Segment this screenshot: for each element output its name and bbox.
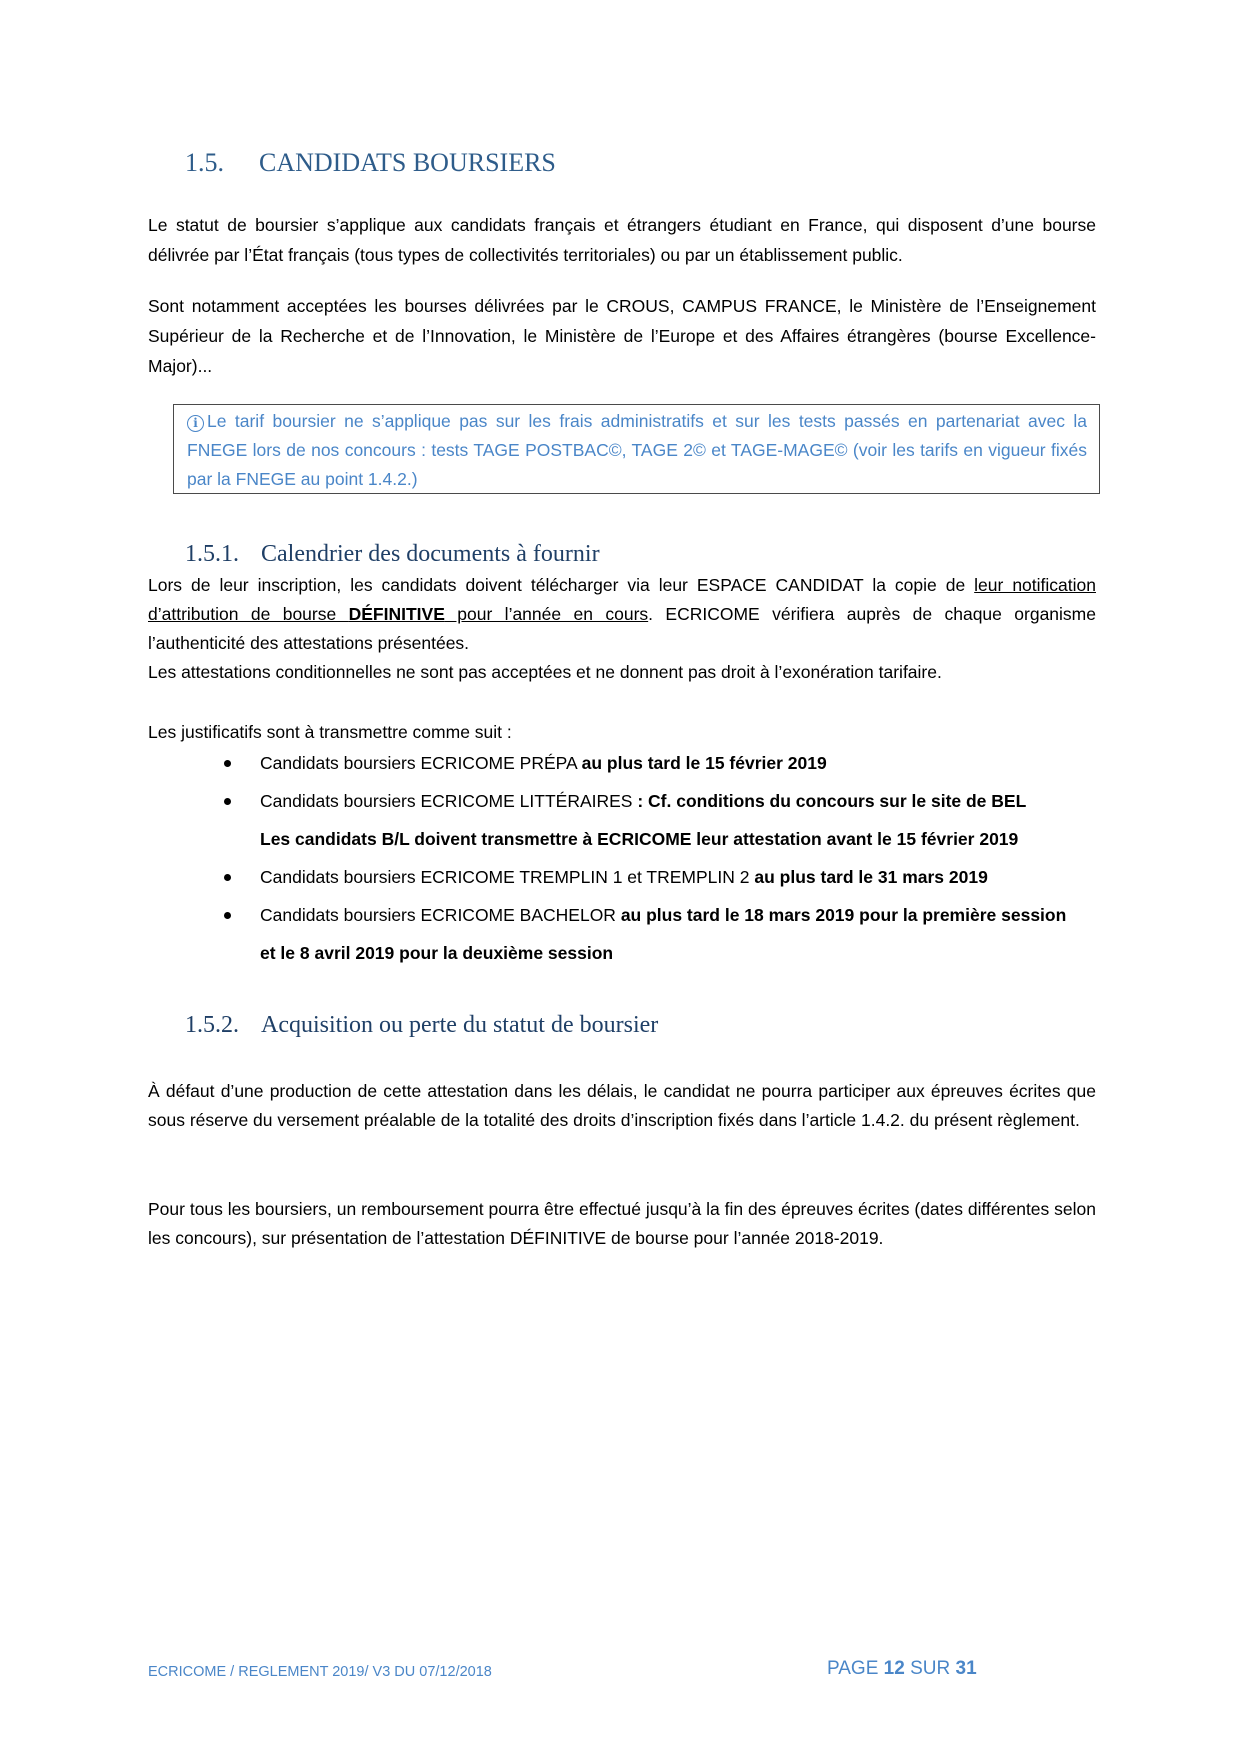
subsection-2-title: Acquisition ou perte du statut de boursier [261,1012,659,1038]
intro-paragraph-1 [148,210,1096,270]
footer-current-page: 12 [883,1658,905,1679]
info-note-box [173,404,1100,494]
footer-total-pages: 31 [955,1658,977,1679]
footer-of-label: SUR [904,1658,956,1679]
subsection-1-body [148,571,1096,687]
list-item [148,858,1098,896]
info-icon: i [187,415,204,432]
list-item [148,744,1098,782]
list-item-bold: : Cf. conditions du concours sur le site de BEL [637,791,1027,811]
list-item [148,896,1098,972]
sub1-paragraph-1 [148,571,1096,658]
list-item-text: Candidats boursiers ECRICOME TREMPLIN 1 et TREMPLIN 2 [260,867,755,887]
footer-page-label: PAGE [827,1658,884,1679]
subsection-1-title: Calendrier des documents à fournir [261,541,600,567]
sub1-p1-underlined-2: pour l’année en cours [444,604,649,624]
list-item-bold: au plus tard le 18 mars 2019 pour la première session [620,905,1067,925]
subsection-2-paragraph-2 [148,1195,1096,1253]
footer-document-ref: ECRICOME / REGLEMENT 2019/ V3 DU 07/12/2018 [148,1664,492,1680]
bullet-icon [224,798,231,805]
intro-paragraph-2 [148,291,1096,381]
intro-text-1: Le statut de boursier s’applique aux candidats français et étrangers étudiant en France, qui disposent d’une bourse délivrée par l’État français (tous types de collectivités territoriales) ou par un établissement public. [148,215,1096,265]
sub1-p1-underlined-1: leur notification d’attribution de bourse [148,575,1096,624]
sub2-text-1: À défaut d’une production de cette attestation dans les délais, le candidat ne pourra participer aux épreuves écrites que sous réserve du versement préalable de la totalité des droits d’inscription fixés dans l’article 1.4.2. du présent règlement. [148,1081,1096,1130]
sub1-p1-text-end: . ECRICOME vérifiera auprès de chaque organisme l’authenticité des attestations présentées. [148,604,1096,653]
list-item-subline: et le 8 avril 2019 pour la deuxième session [260,943,614,963]
section-number: 1.5. [185,148,224,177]
intro-text-2: Sont notamment acceptées les bourses délivrées par le CROUS, CAMPUS FRANCE, le Ministère de l’Enseignement Supérieur de la Recherche et de l’Innovation, le Ministère de l’Europe et des Affaires étrangères (bourse Excellence-Major)... [148,296,1096,376]
sub1-p1-bold: DÉFINITIVE [348,604,445,624]
list-item-bold: au plus tard le 31 mars 2019 [754,867,988,887]
subsection-1-number: 1.5.1. [185,541,239,567]
info-note [187,407,1087,494]
subsection-2-heading [185,1012,658,1039]
subsection-1-heading [185,541,600,568]
justificatifs-list [148,744,1098,972]
footer-page-number [827,1658,977,1680]
list-item-text: Candidats boursiers ECRICOME PRÉPA [260,753,582,773]
subsection-2-number: 1.5.2. [185,1012,239,1038]
bullet-icon [224,912,231,919]
bullet-icon [224,874,231,881]
section-title: CANDIDATS BOURSIERS [259,148,556,177]
section-heading [185,148,556,178]
list-item-bold: au plus tard le 15 février 2019 [581,753,827,773]
sub2-text-2: Pour tous les boursiers, un remboursement pourra être effectué jusqu’à la fin des épreuves écrites (dates différentes selon les concours), sur présentation de l’attestation DÉFINITIVE de bourse pour l’année 2018-2019. [148,1199,1096,1248]
sub1-p1-text: Lors de leur inscription, les candidats doivent télécharger via leur ESPACE CANDIDAT la copie de [148,575,975,595]
list-item-text: Candidats boursiers ECRICOME LITTÉRAIRES [260,791,638,811]
bullet-icon [224,760,231,767]
info-note-text: Le tarif boursier ne s’applique pas sur les frais administratifs et sur les tests passés en partenariat avec la FNEGE lors de nos concours : tests TAGE POSTBAC©, TAGE 2© et TAGE-MAGE© (voir les tarifs en vigueur fixés par la FNEGE au point 1.4.2.) [187,411,1087,489]
sub1-list-intro [148,717,1096,747]
list-item [148,782,1098,858]
subsection-2-paragraph-1 [148,1077,1096,1135]
list-item-text: Candidats boursiers ECRICOME BACHELOR [260,905,621,925]
sub1-paragraph-3: Les justificatifs sont à transmettre comme suit : [148,722,512,742]
list-item-subline: Les candidats B/L doivent transmettre à ECRICOME leur attestation avant le 15 février 2019 [260,829,1019,849]
sub1-paragraph-2: Les attestations conditionnelles ne sont pas acceptées et ne donnent pas droit à l’exonération tarifaire. [148,662,942,682]
